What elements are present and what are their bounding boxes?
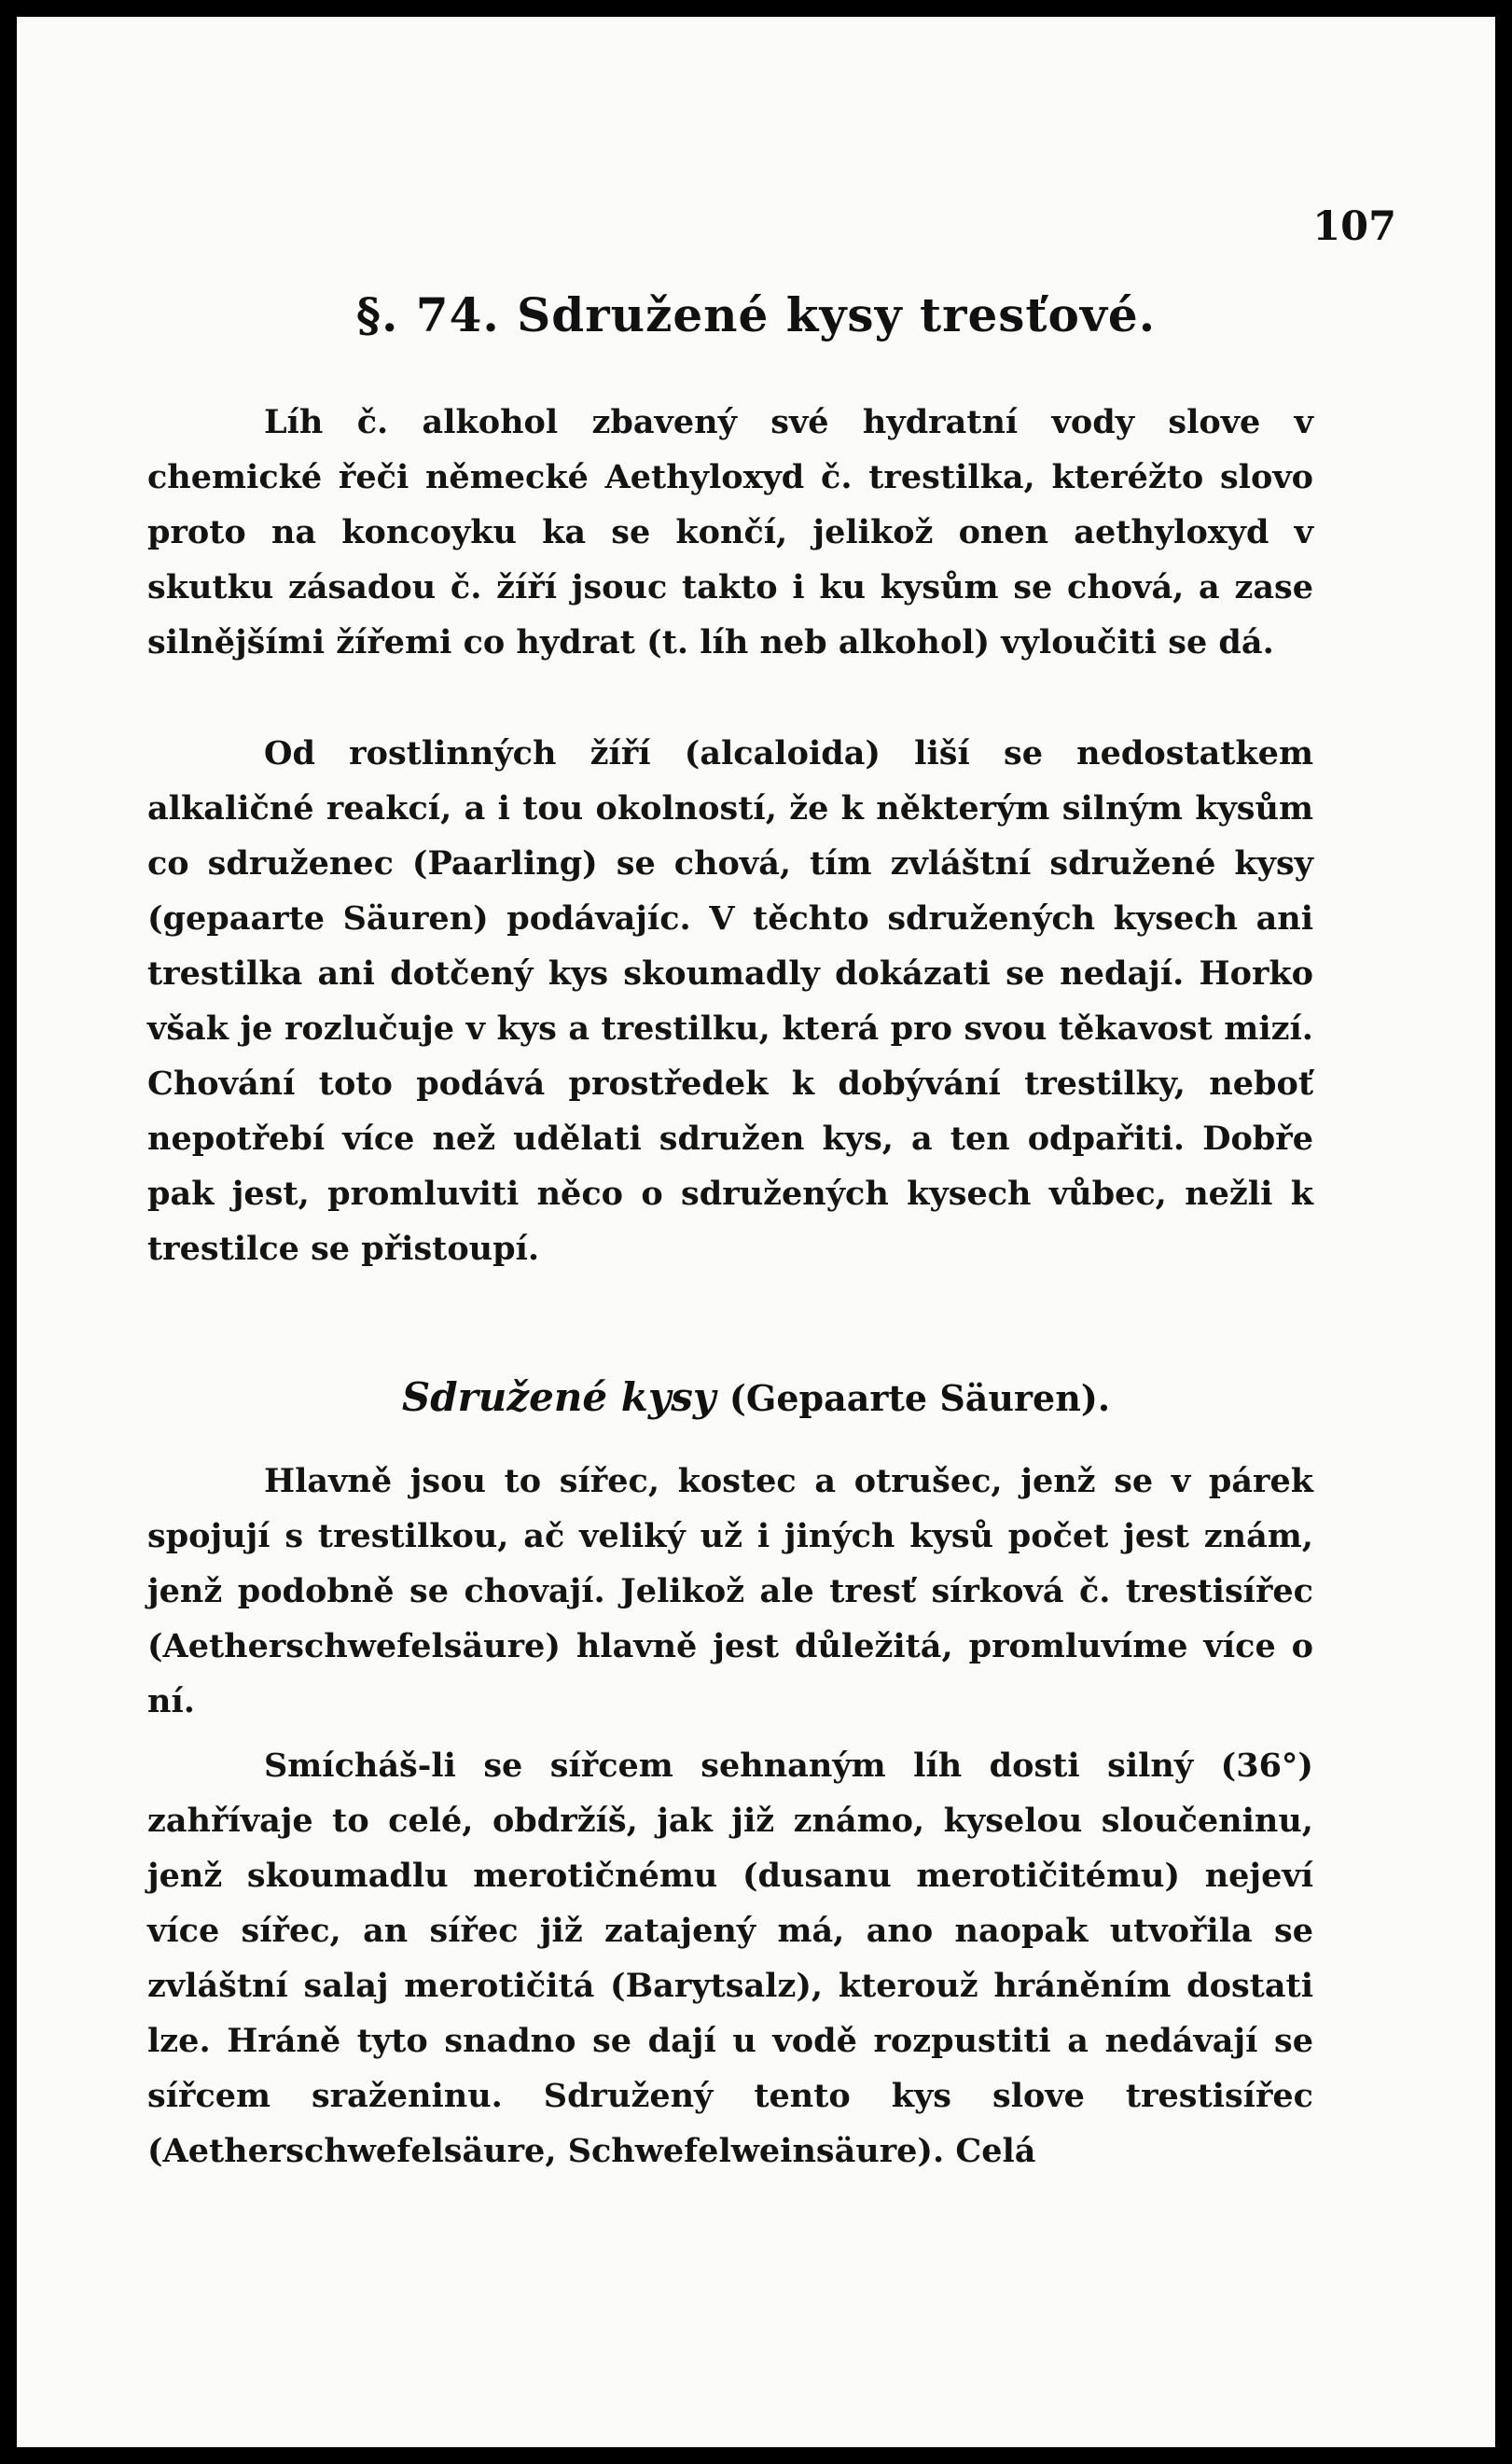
subheading-czech: Sdružené kysy: [401, 1374, 716, 1420]
section-heading: §. 74. Sdružené kysy tresťové.: [355, 287, 1157, 342]
subsection-heading: [17, 1374, 1495, 1420]
paragraph-1-container: [147, 395, 1313, 670]
subheading-german: (Gepaarte Säuren).: [728, 1377, 1111, 1419]
paragraph-3: Hlavně jsou to sířec, kostec a otrušec, jenž se v párek spojují s trestilkou, ač veliký už i jiných kysů počet jest znám, jenž podobně se chovají. Jelikož ale tresť sírková č. trestisířec (Aetherschwefelsäure) hlavně jest důležitá, promluvíme více o ní.: [147, 1462, 1313, 1720]
paragraph-3-container: [147, 1454, 1313, 1729]
paragraph-1: Líh č. alkohol zbavený své hydratní vody slove v chemické řeči německé Aethyloxyd č. trestilka, kteréžto slovo proto na koncoyku ka se končí, jelikož onen aethyloxyd v skutku zásadou č. žíří jsouc takto i ku kysům se chová, a zase silnějšími žířemi co hydrat (t. líh neb alkohol) vyloučiti se dá.: [147, 403, 1313, 661]
paragraph-2-container: [147, 726, 1313, 1276]
paragraph-4: Smícháš-li se sířcem sehnaným líh dosti silný (36°) zahřívaje to celé, obdržíš, jak již známo, kyselou sloučeninu, jenž skoumadlu merotičnému (dusanu merotičitému) nejeví více sířec, an sířec již zatajený má, ano naopak utvořila se zvláštní salaj merotičitá (Barytsalz), kterouž hráněním dostati lze. Hráně tyto snadno se dají u vodě rozpustiti a nedávají se sířcem sraženinu. Sdružený tento kys slove trestisířec (Aetherschwefelsäure, Schwefelweinsäure). Celá: [147, 1747, 1313, 2170]
book-page: [17, 17, 1495, 2447]
paragraph-4-container: [147, 1738, 1313, 2179]
page-number: 107: [1312, 203, 1396, 250]
paragraph-2: Od rostlinných žíří (alcaloida) liší se nedostatkem alkaličné reakcí, a i tou okolností, že k některým silným kysům co sdruženec (Paarling) se chová, tím zvláštní sdružené kysy (gepaarte Säuren) podávajíc. V těchto sdružených kysech ani trestilka ani dotčený kys skoumadly dokázati se nedají. Horko však je rozlučuje v kys a trestilku, která pro svou těkavost mizí. Chování toto podává prostředek k dobývání trestilky, neboť nepotřebí více než udělati sdružen kys, a ten odpařiti. Dobře pak jest, promluviti něco o sdružených kysech vůbec, nežli k trestilce se přistoupí.: [147, 734, 1313, 1268]
